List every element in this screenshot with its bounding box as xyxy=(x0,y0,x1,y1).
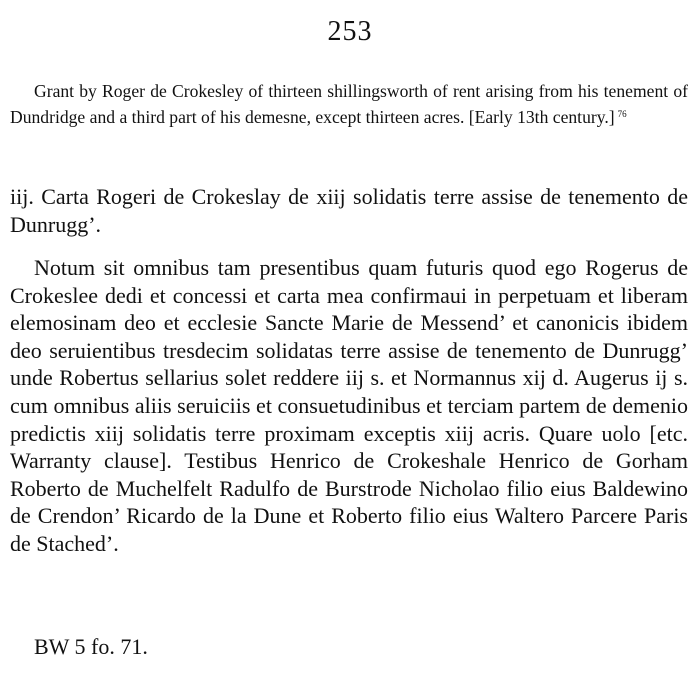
source-reference: BW 5 fo. 71. xyxy=(34,634,148,659)
summary-text: Grant by Roger de Crokesley of thirteen shillingsworth of rent arising from his tenement of Dundridge and a third part of his demesne, except thirteen acres. [Early 13th century.] xyxy=(10,81,688,127)
charter-heading: iij. Carta Rogeri de Crokeslay de xiij solidatis terre assise de tenemento de Dunrugg’. xyxy=(10,184,688,237)
page-number: 253 xyxy=(327,16,373,47)
footnote-reference: 76 xyxy=(617,109,627,119)
document-summary xyxy=(10,80,688,129)
charter-text: Notum sit omnibus tam presentibus quam futuris quod ego Rogerus de Crokeslee dedi et concessi et carta mea confirmaui in perpetuam et liberam elemosinam deo et ecclesie Sancte Marie de Messend’ et canonicis ibidem deo seruientibus tresdecim solidatas terre assise de tenemento de Dunrugg’ unde Robertus sellarius solet reddere iij s. et Normannus xij d. Augerus ij s. cum omnibus aliis seruiciis et consuetudinibus et terciam partem de demenio predictis xiij solidatis terre proximam exceptis xiij acris. Quare uolo [etc. Warranty clause]. Testibus Henrico de Crokeshale Henrico de Gorham Roberto de Muchelfelt Radulfo de Burstrode Nicholao filio eius Baldewino de Crendon’ Ricardo de la Dune et Roberto filio eius Waltero Parcere Paris de Stached’. xyxy=(10,255,688,556)
